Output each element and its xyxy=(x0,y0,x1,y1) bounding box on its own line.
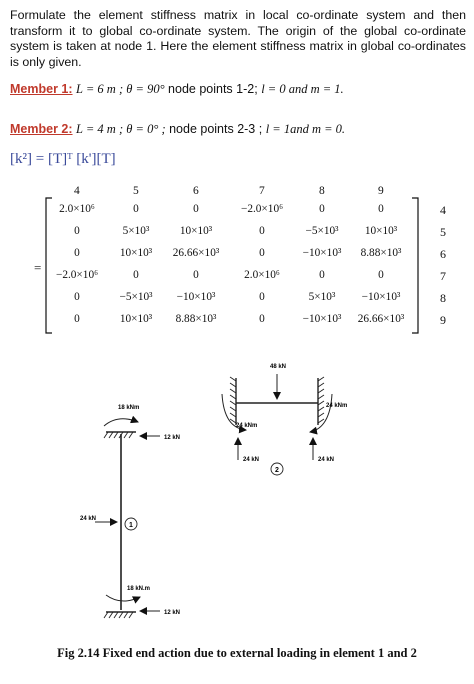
matrix-cell: 0 xyxy=(193,203,199,215)
matrix-row-header: 7 xyxy=(440,269,446,283)
member-1-geometry: L = 6 m ; θ = 90° xyxy=(76,82,165,96)
col-mid-force-label: 24 kN xyxy=(80,516,97,522)
member-1-nodes: node points 1-2; xyxy=(164,82,262,96)
matrix-cell: −10×10³ xyxy=(302,313,342,325)
matrix-cell: 0 xyxy=(378,203,384,215)
equals-sign: = xyxy=(34,260,42,275)
matrix-cell: 8.88×10³ xyxy=(175,313,217,325)
matrix-cell: −10×10³ xyxy=(302,247,342,259)
beam-left-moment-label: 24 kNm xyxy=(236,423,258,429)
matrix-cell: 0 xyxy=(259,291,265,303)
matrix-cell: 0 xyxy=(319,203,325,215)
matrix-cell: 10×10³ xyxy=(364,225,398,237)
beam-left-reaction-label: 24 kN xyxy=(243,457,260,463)
matrix-brackets xyxy=(0,0,474,340)
transformation-formula: [k²] = [T]ᵀ [k'][T] xyxy=(10,151,116,167)
matrix-cell: 0 xyxy=(74,291,80,303)
matrix-row-header: 4 xyxy=(440,203,446,217)
matrix-cell: 2.0×10⁶ xyxy=(244,269,280,281)
node-1-label: 1 xyxy=(129,522,133,529)
matrix-cell: 0 xyxy=(259,247,265,259)
matrix-cell: −10×10³ xyxy=(361,291,401,303)
matrix-col-header: 8 xyxy=(319,185,325,197)
matrix-cell: 10×10³ xyxy=(119,247,153,259)
matrix-cell: 0 xyxy=(259,225,265,237)
matrix-cell: 0 xyxy=(378,269,384,281)
fixed-end-action-figure xyxy=(0,350,474,640)
matrix-row-header: 8 xyxy=(440,291,446,305)
matrix-cell: 26.66×10³ xyxy=(172,247,220,259)
col-bot-force-label: 12 kN xyxy=(164,610,181,616)
matrix-col-header: 9 xyxy=(378,185,384,197)
member-2-cosines: l = 1and m = 0. xyxy=(265,122,346,136)
col-top-force-label: 12 kN xyxy=(164,435,181,441)
col-top-moment-label: 18 kNm xyxy=(118,405,140,411)
member-1-cosines: l = 0 and m = 1. xyxy=(261,82,344,96)
matrix-cell: 0 xyxy=(74,247,80,259)
matrix-row-header: 6 xyxy=(440,247,446,261)
beam-load-label: 48 kN xyxy=(270,364,287,370)
matrix-cell: 0 xyxy=(319,269,325,281)
matrix-cell: 26.66×10³ xyxy=(357,313,405,325)
top-moment-arrow xyxy=(104,419,138,426)
matrix-cell: 0 xyxy=(74,225,80,237)
matrix-cell: 2.0×10⁶ xyxy=(59,203,95,215)
matrix-cell: −2.0×10⁶ xyxy=(240,203,284,215)
matrix-col-header: 7 xyxy=(259,185,265,197)
matrix-cell: 0 xyxy=(133,269,139,281)
matrix-cell: −2.0×10⁶ xyxy=(55,269,99,281)
member-2-nodes: node points 2-3 ; xyxy=(165,122,266,136)
matrix-cell: 5×10³ xyxy=(122,225,150,237)
bottom-moment-arrow xyxy=(106,595,140,601)
member-2-label: Member 2: xyxy=(10,122,73,136)
beam-right-moment-label: 24 kNm xyxy=(326,403,348,409)
matrix-col-header: 5 xyxy=(133,185,139,197)
matrix-cell: 10×10³ xyxy=(119,313,153,325)
member-2-geometry: L = 4 m ; θ = 0° ; xyxy=(76,122,166,136)
matrix-cell: −5×10³ xyxy=(305,225,339,237)
col-bot-moment-label: 18 kN.m xyxy=(127,586,151,592)
matrix-col-header: 6 xyxy=(193,185,199,197)
matrix-cell: 0 xyxy=(259,313,265,325)
element-1-column xyxy=(80,405,180,618)
problem-statement: Formulate the element stiffness matrix in local co-ordinate system and then transform it to global co-ordinate system. The origin of the global co-ordinate system is taken at node 1. Here the element stiffness matrix in global co-ordinates is only given. xyxy=(10,8,466,69)
node-2-label: 2 xyxy=(275,467,279,474)
matrix-col-header: 4 xyxy=(74,185,80,197)
matrix-cell: −5×10³ xyxy=(119,291,153,303)
matrix-row-header: 5 xyxy=(440,225,446,239)
beam-right-reaction-label: 24 kN xyxy=(318,457,335,463)
beam-right-moment-arrow xyxy=(310,394,332,432)
matrix-cell: 0 xyxy=(133,203,139,215)
matrix-row-header: 9 xyxy=(440,313,446,327)
matrix-cell: 5×10³ xyxy=(308,291,336,303)
figure-caption: Fig 2.14 Fixed end action due to external loading in element 1 and 2 xyxy=(57,646,417,660)
element-2-beam xyxy=(222,364,347,475)
member-1-label: Member 1: xyxy=(10,82,73,96)
matrix-cell: 0 xyxy=(74,313,80,325)
matrix-cell: 8.88×10³ xyxy=(360,247,402,259)
matrix-cell: 10×10³ xyxy=(179,225,213,237)
matrix-cell: 0 xyxy=(193,269,199,281)
matrix-cell: −10×10³ xyxy=(176,291,216,303)
